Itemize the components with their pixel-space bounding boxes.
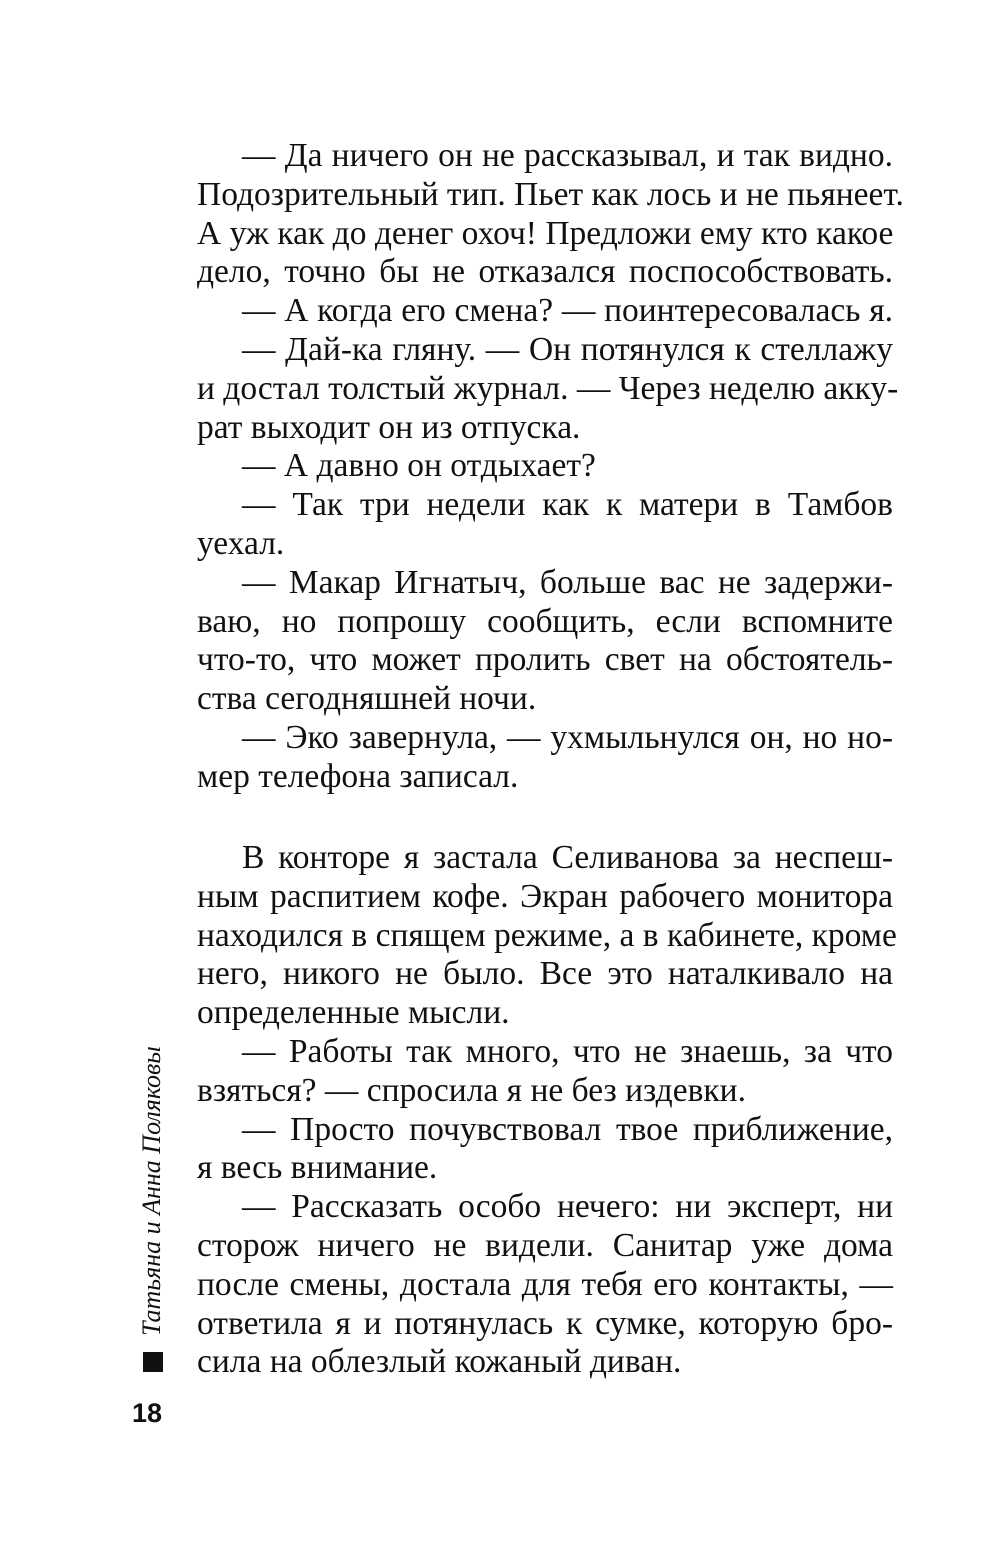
- text-line: — Дай-ка гляну. — Он потянулся к стеллажу: [242, 330, 893, 368]
- text-line: ответила я и потянулась к сумке, которую бро-: [197, 1304, 893, 1342]
- text-block-2: [197, 839, 897, 1382]
- text-line: и достал толстый журнал. — Через неделю акку-: [197, 369, 899, 407]
- text-block-1: [197, 137, 904, 797]
- text-line: — А давно он отдыхает?: [242, 447, 596, 485]
- text-line: мер телефона записал.: [197, 757, 519, 795]
- text-line: ным распитием кофе. Экран рабочего монитора: [197, 877, 893, 915]
- text-line: сторож ничего не видели. Санитар уже дома: [197, 1226, 893, 1264]
- text-line: находился в спящем режиме, а в кабинете, кроме: [197, 916, 897, 954]
- text-line: — Эко завернула, — ухмыльнулся он, но но-: [242, 718, 893, 756]
- text-line: — Так три недели как к матери в Тамбов: [242, 486, 893, 524]
- text-line: — А когда его смена? — поинтересовалась я.: [242, 292, 893, 330]
- text-line: Подозрительный тип. Пьет как лось и не пьянеет.: [197, 175, 904, 213]
- text-line: В конторе я застала Селиванова за неспеш-: [242, 839, 893, 876]
- page-number: 18: [132, 1398, 163, 1428]
- text-line: ваю, но попрошу сообщить, если вспомните: [197, 602, 893, 640]
- text-line: взяться? — спросила я не без издевки.: [197, 1071, 746, 1109]
- text-line: — Работы так много, что не знаешь, за что: [242, 1032, 893, 1070]
- text-line: после смены, достала для тебя его контакты, —: [197, 1265, 893, 1303]
- text-line: дело, точно бы не отказался поспособствовать.: [197, 253, 893, 291]
- black-square-marker: [143, 1352, 163, 1372]
- text-line: него, никого не было. Все это наталкивало на: [197, 955, 893, 993]
- text-line: — Да ничего он не рассказывал, и так видно.: [242, 137, 893, 174]
- text-line: я весь внимание.: [197, 1149, 438, 1187]
- text-line: сила на облезлый кожаный диван.: [197, 1343, 682, 1381]
- text-line: определенные мысли.: [197, 994, 510, 1032]
- text-line: — Просто почувствовал твое приближение,: [242, 1110, 893, 1148]
- text-line: что-то, что может пролить свет на обстоятель-: [197, 641, 893, 679]
- text-line: уехал.: [197, 524, 285, 562]
- text-line: — Рассказать особо нечего: ни эксперт, ни: [242, 1188, 893, 1226]
- text-line: А уж как до денег охоч! Предложи ему кто какое: [197, 214, 894, 252]
- text-line: ства сегодняшней ночи.: [197, 680, 537, 718]
- running-author-header: Татьяна и Анна Поляковы: [137, 1046, 166, 1336]
- text-line: — Макар Игнатыч, больше вас не задержи-: [242, 563, 893, 601]
- text-line: рат выходит он из отпуска.: [197, 408, 581, 446]
